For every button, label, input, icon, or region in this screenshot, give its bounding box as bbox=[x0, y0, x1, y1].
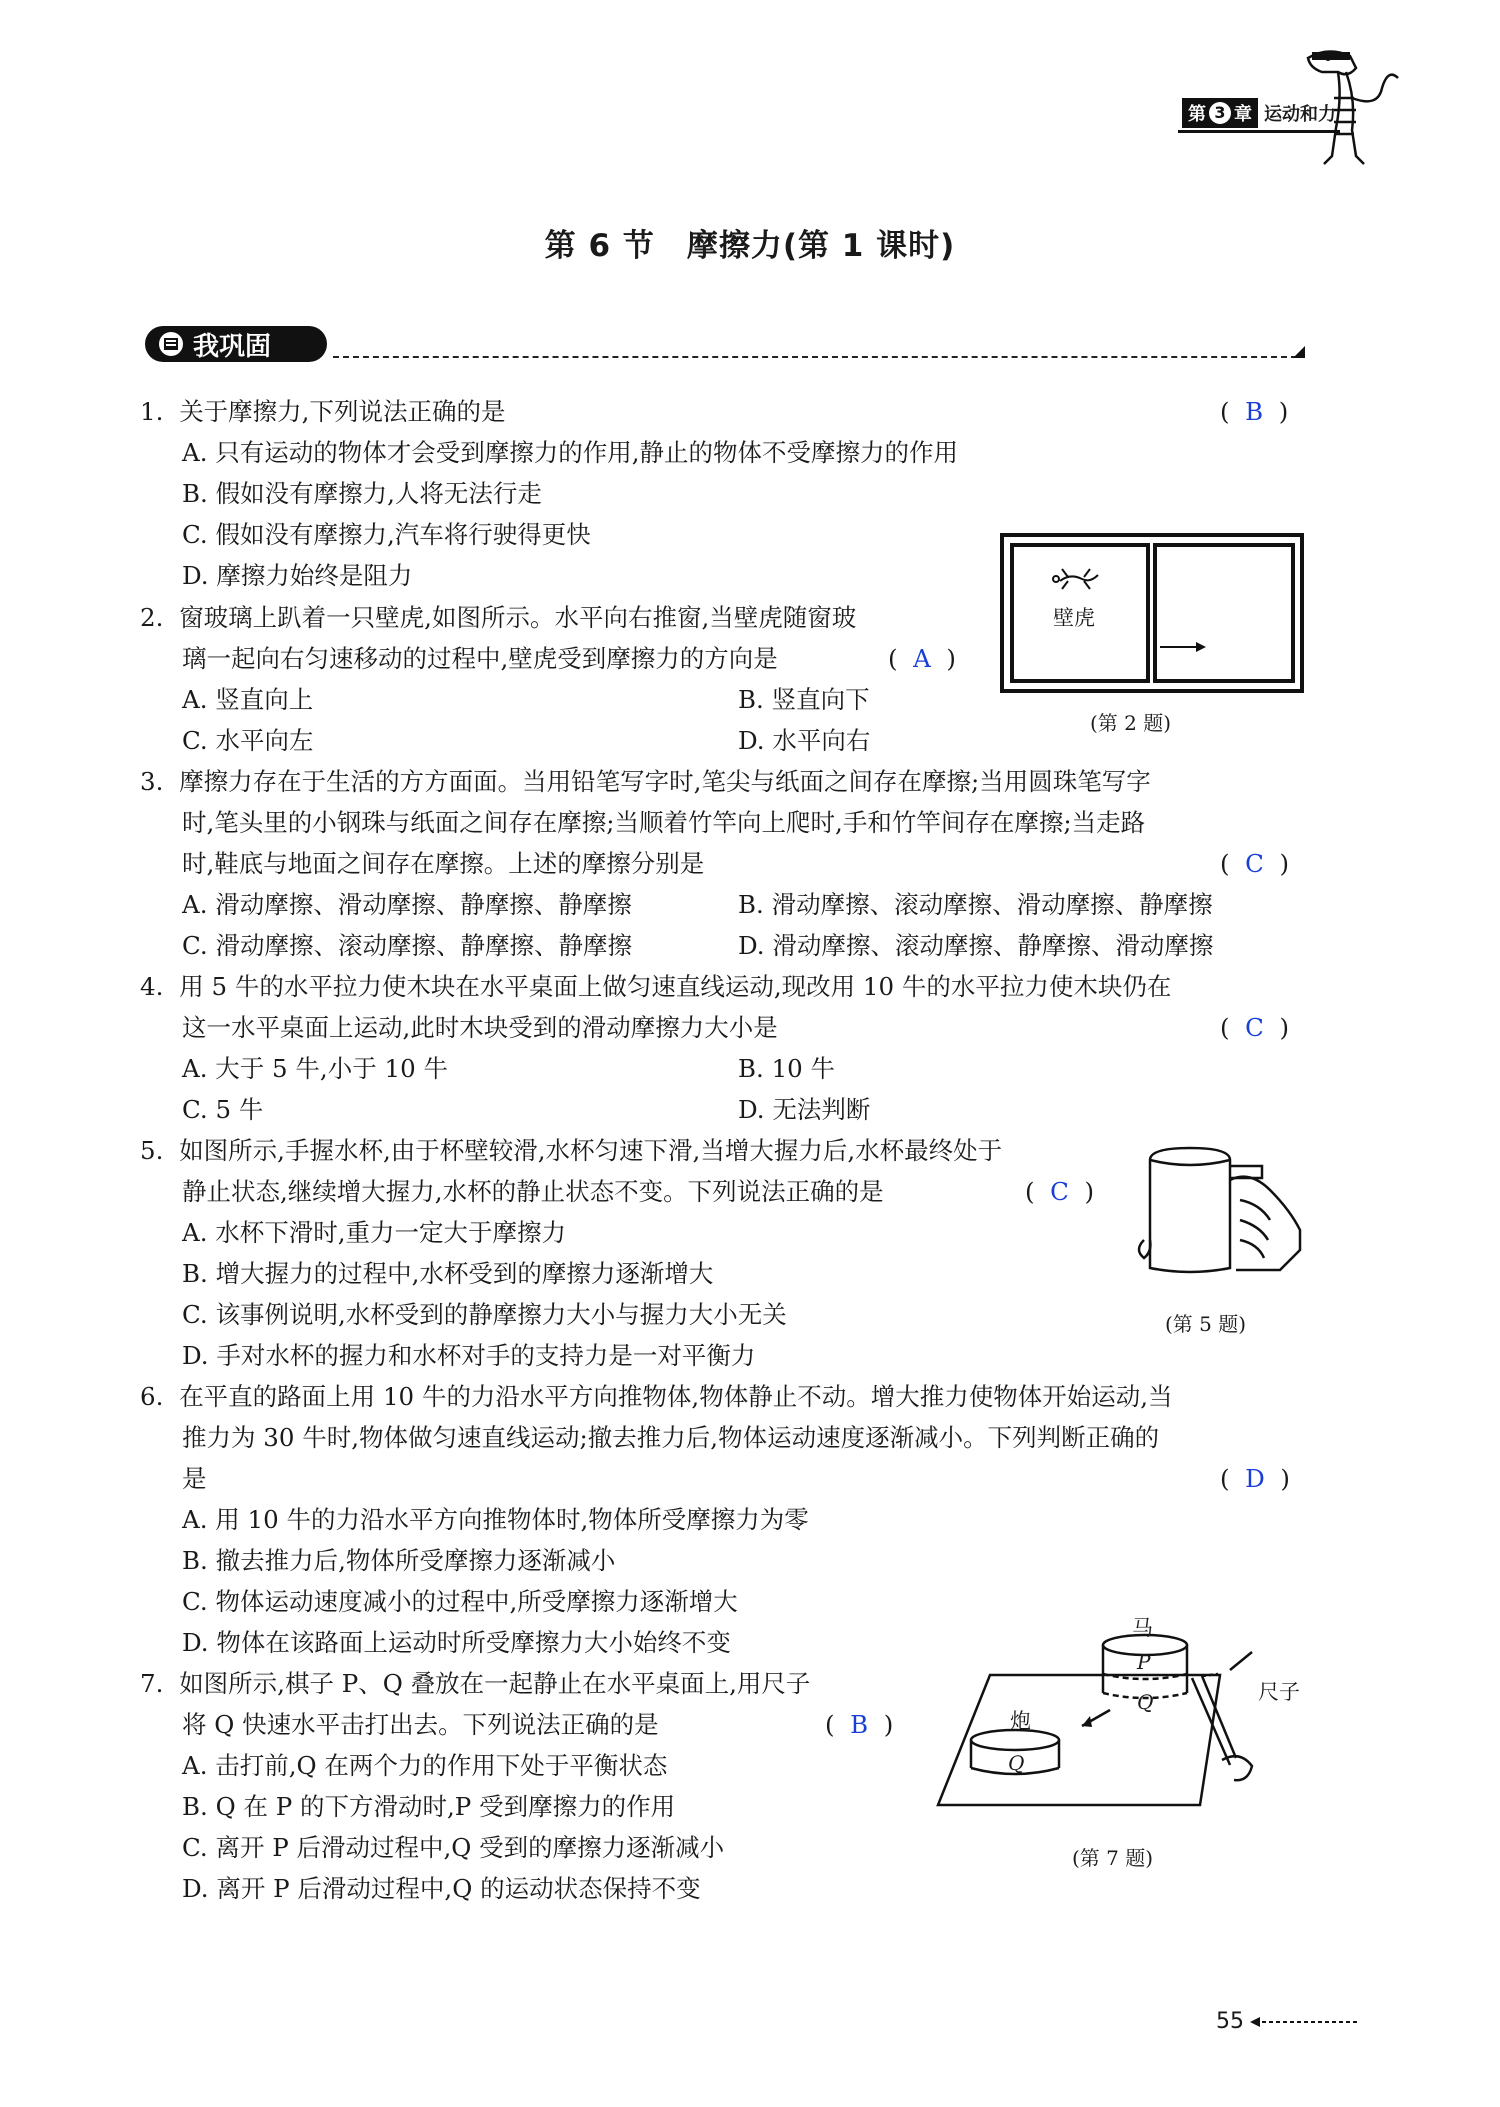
question-stem-line1: 在平直的路面上用 10 牛的力沿水平方向推物体,物体静止不动。增大推力使物体开始运动,当 bbox=[179, 1382, 1173, 1411]
option-4d: D. 无法判断 bbox=[738, 1095, 871, 1124]
option-6b: B. 撤去推力后,物体所受摩擦力逐渐减小 bbox=[182, 1546, 616, 1575]
tiger-mascot-icon bbox=[1298, 38, 1408, 173]
answer-slot-6: ( D ) bbox=[1220, 1464, 1290, 1493]
answer-value: B bbox=[1245, 397, 1264, 426]
question-6-line2: 推力为 30 牛时,物体做匀速直线运动;撤去推力后,物体运动速度逐渐减小。下列判断正确的 bbox=[182, 1423, 1160, 1452]
figure-2-label: 壁虎 bbox=[1053, 606, 1095, 630]
question-7 bbox=[140, 1663, 810, 1705]
chapter-number: 3 bbox=[1209, 102, 1231, 124]
option-2c: C. 水平向左 bbox=[182, 726, 314, 755]
option-7c: C. 离开 P 后滑动过程中,Q 受到的摩擦力逐渐减小 bbox=[182, 1833, 725, 1862]
option-3c: C. 滑动摩擦、滚动摩擦、静摩擦、静摩擦 bbox=[182, 931, 632, 960]
book-icon bbox=[157, 330, 185, 358]
question-5 bbox=[140, 1130, 1002, 1172]
question-stem: 关于摩擦力,下列说法正确的是 bbox=[179, 397, 506, 426]
option-5a: A. 水杯下滑时,重力一定大于摩擦力 bbox=[182, 1218, 567, 1247]
answer-slot-1: ( B ) bbox=[1220, 397, 1289, 426]
question-stem-line1: 摩擦力存在于生活的方方面面。当用铅笔写字时,笔尖与纸面之间存在摩擦;当用圆珠笔写字 bbox=[179, 767, 1151, 796]
question-5-line2: 静止状态,继续增大握力,水杯的静止状态不变。下列说法正确的是 bbox=[182, 1177, 884, 1206]
question-stem-line1: 用 5 牛的水平拉力使木块在水平桌面上做匀速直线运动,现改用 10 牛的水平拉力使木块仍在 bbox=[179, 972, 1172, 1001]
figure-7-caption: (第 7 题) bbox=[1072, 1846, 1154, 1870]
figure-2-window bbox=[1000, 533, 1305, 693]
figure-5-caption: (第 5 题) bbox=[1165, 1312, 1247, 1336]
question-1 bbox=[140, 391, 505, 433]
figure-7-p-label: P bbox=[1137, 1650, 1151, 1674]
figure-7-horse-label: 马 bbox=[1132, 1616, 1153, 1640]
question-7-line2: 将 Q 快速水平击打出去。下列说法正确的是 bbox=[182, 1710, 659, 1739]
question-stem-line1: 如图所示,手握水杯,由于杯壁较滑,水杯匀速下滑,当增大握力后,水杯最终处于 bbox=[179, 1136, 1003, 1165]
question-4-line2: 这一水平桌面上运动,此时木块受到的滑动摩擦力大小是 bbox=[182, 1013, 778, 1042]
answer-value: D bbox=[1245, 1464, 1265, 1493]
figure-7-q-bottom-label: Q bbox=[1008, 1751, 1025, 1775]
question-3 bbox=[140, 761, 1151, 803]
question-number: 2. bbox=[140, 603, 164, 632]
option-5c: C. 该事例说明,水杯受到的静摩擦力大小与握力大小无关 bbox=[182, 1300, 787, 1329]
question-6 bbox=[140, 1376, 1173, 1418]
section-corner-marker bbox=[1293, 346, 1305, 358]
question-4 bbox=[140, 966, 1171, 1008]
option-6d: D. 物体在该路面上运动时所受摩擦力大小始终不变 bbox=[182, 1628, 731, 1657]
question-3-line3: 时,鞋底与地面之间存在摩擦。上述的摩擦分别是 bbox=[182, 849, 705, 878]
option-1b: B. 假如没有摩擦力,人将无法行走 bbox=[182, 479, 542, 508]
figure-5-hand-cup bbox=[1130, 1140, 1305, 1280]
figure-7-chess-pieces bbox=[930, 1600, 1310, 1825]
figure-7-ruler-label: 尺子 bbox=[1258, 1680, 1300, 1704]
figure-2-caption: (第 2 题) bbox=[1090, 711, 1172, 735]
question-6-line3: 是 bbox=[182, 1464, 207, 1493]
chapter-title: 运动和力 bbox=[1264, 104, 1336, 125]
answer-slot-7: ( B ) bbox=[825, 1710, 894, 1739]
option-5b: B. 增大握力的过程中,水杯受到的摩擦力逐渐增大 bbox=[182, 1259, 714, 1288]
answer-value: A bbox=[913, 644, 931, 673]
option-6a: A. 用 10 牛的力沿水平方向推物体时,物体所受摩擦力为零 bbox=[182, 1505, 809, 1534]
question-number: 6. bbox=[140, 1382, 164, 1411]
option-3a: A. 滑动摩擦、滑动摩擦、静摩擦、静摩擦 bbox=[182, 890, 632, 919]
question-stem-line1: 如图所示,棋子 P、Q 叠放在一起静止在水平桌面上,用尺子 bbox=[179, 1669, 811, 1698]
option-4b: B. 10 牛 bbox=[738, 1054, 836, 1083]
option-1d: D. 摩擦力始终是阻力 bbox=[182, 561, 413, 590]
section-divider bbox=[333, 356, 1297, 358]
answer-value: C bbox=[1050, 1177, 1069, 1206]
answer-slot-3: ( C ) bbox=[1220, 849, 1290, 878]
option-7a: A. 击打前,Q 在两个力的作用下处于平衡状态 bbox=[182, 1751, 668, 1780]
section-header bbox=[145, 326, 1305, 366]
question-2 bbox=[140, 597, 856, 639]
answer-value: C bbox=[1245, 849, 1264, 878]
option-6c: C. 物体运动速度减小的过程中,所受摩擦力逐渐增大 bbox=[182, 1587, 738, 1616]
section-label-pill bbox=[145, 326, 327, 362]
answer-slot-2: ( A ) bbox=[888, 644, 956, 673]
chapter-box bbox=[1182, 98, 1258, 128]
page-title: 第 6 节 摩擦力(第 1 课时) bbox=[544, 228, 956, 264]
option-1c: C. 假如没有摩擦力,汽车将行驶得更快 bbox=[182, 520, 591, 549]
question-number: 1. bbox=[140, 397, 164, 426]
page-number bbox=[1216, 2009, 1360, 2034]
section-label: 我巩固 bbox=[193, 331, 272, 362]
figure-7-q-top-label: Q bbox=[1137, 1690, 1154, 1714]
figure-7-cannon-label: 炮 bbox=[1010, 1709, 1031, 1733]
chapter-suffix: 章 bbox=[1234, 104, 1252, 125]
answer-value: C bbox=[1245, 1013, 1264, 1042]
option-3b: B. 滑动摩擦、滚动摩擦、滑动摩擦、静摩擦 bbox=[738, 890, 1213, 919]
chapter-prefix: 第 bbox=[1188, 104, 1206, 125]
question-stem-line1: 窗玻璃上趴着一只壁虎,如图所示。水平向右推窗,当壁虎随窗玻 bbox=[179, 603, 857, 632]
question-number: 4. bbox=[140, 972, 164, 1001]
arrow-left-icon bbox=[1250, 2016, 1360, 2028]
option-7b: B. Q 在 P 的下方滑动时,P 受到摩擦力的作用 bbox=[182, 1792, 676, 1821]
answer-slot-4: ( C ) bbox=[1220, 1013, 1290, 1042]
option-2d: D. 水平向右 bbox=[738, 726, 871, 755]
question-number: 7. bbox=[140, 1669, 164, 1698]
question-number: 3. bbox=[140, 767, 164, 796]
option-3d: D. 滑动摩擦、滚动摩擦、静摩擦、滑动摩擦 bbox=[738, 931, 1214, 960]
option-4a: A. 大于 5 牛,小于 10 牛 bbox=[182, 1054, 448, 1083]
answer-value: B bbox=[850, 1710, 869, 1739]
option-1a: A. 只有运动的物体才会受到摩擦力的作用,静止的物体不受摩擦力的作用 bbox=[182, 438, 959, 467]
option-2a: A. 竖直向上 bbox=[182, 685, 314, 714]
question-3-line2: 时,笔头里的小钢珠与纸面之间存在摩擦;当顺着竹竿向上爬时,手和竹竿间存在摩擦;当走路 bbox=[182, 808, 1146, 837]
option-7d: D. 离开 P 后滑动过程中,Q 的运动状态保持不变 bbox=[182, 1874, 701, 1903]
question-number: 5. bbox=[140, 1136, 164, 1165]
page-number-value: 55 bbox=[1216, 2009, 1244, 2034]
option-5d: D. 手对水杯的握力和水杯对手的支持力是一对平衡力 bbox=[182, 1341, 756, 1370]
question-2-line2: 璃一起向右匀速移动的过程中,壁虎受到摩擦力的方向是 bbox=[182, 644, 778, 673]
option-4c: C. 5 牛 bbox=[182, 1095, 264, 1124]
option-2b: B. 竖直向下 bbox=[738, 685, 870, 714]
answer-slot-5: ( C ) bbox=[1025, 1177, 1095, 1206]
